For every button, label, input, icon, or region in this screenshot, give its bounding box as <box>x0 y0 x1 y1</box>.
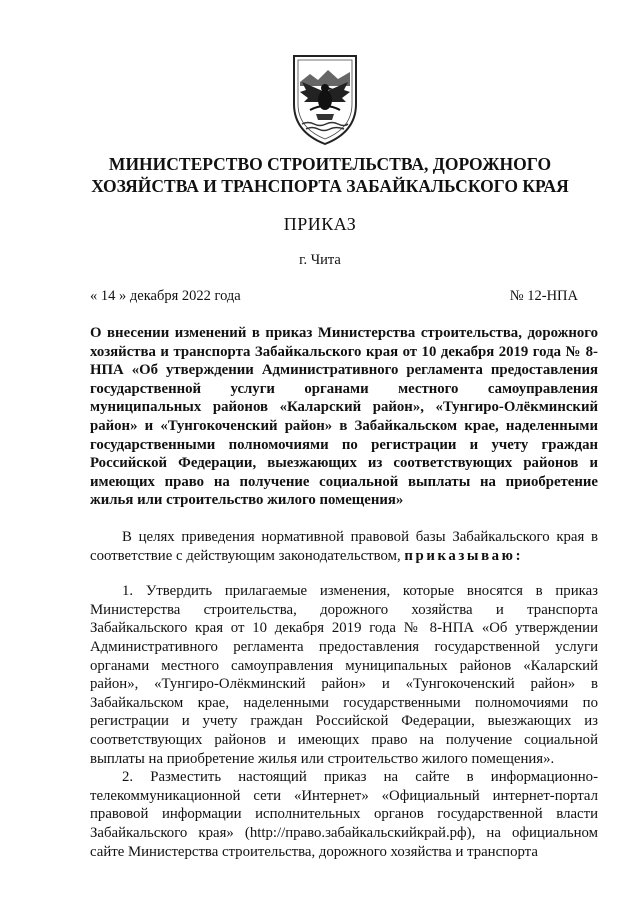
preamble-paragraph <box>90 528 598 565</box>
item-1-paragraph: 1. Утвердить прилагаемые изменения, которые вносятся в приказ Министерства строительства, дорожного хозяйства и транспорта Забайкальского края от 10 декабря 2019 года № 8-НПА «Об утверждении Административного регламента предоставления государственной услуги органами местного самоуправления муниципальных районов «Каларский район», «Тунгиро-Олёкминский район» и «Тунгокоченский район» в Забайкальском крае, наделенными государственными полномочиями по регистрации и учету граждан Российской Федерации, выезжающих из соответствующих районов и имеющих право на получение социальной выплаты на приобретение жилья или строительство жилого помещения». <box>90 583 598 767</box>
coat-of-arms-icon <box>288 52 362 148</box>
item-2-paragraph: 2. Разместить настоящий приказ на сайте в информационно-телекоммуникационной сети «Интернет» «Официальный интернет-портал правовой информации исполнительных органов государственной власти Забайкальского края» (http://право.забайкальскийкрай.рф), на официальном сайте Министерства строительства, дорожного хозяйства и транспорта <box>90 769 598 860</box>
preamble-text: В целях приведения нормативной правовой базы Забайкальского края в соответствие с действующим законодательством, <box>90 529 598 564</box>
city: г. Чита <box>299 252 341 268</box>
order-title: ПРИКАЗ <box>283 214 357 234</box>
order-number: № 12-НПА <box>509 288 578 304</box>
order-body <box>90 528 598 861</box>
order-subject: О внесении изменений в приказ Министерства строительства, дорожного хозяйства и транспорта Забайкальского края от 10 декабря 2019 года № 8-НПА «Об утверждении Административного регламента предоставления государственной услуги органами местного самоуправления муниципальных районов «Каларский район», «Тунгиро-Олёкминский район» и «Тунгокоченский район» в Забайкальском крае, наделенными государственными полномочиями по регистрации и учету граждан Российской Федерации, выезжающих из соответствующих районов и имеющих право на получение социальной выплаты на приобретение жилья или строительство жилого помещения» <box>90 325 598 509</box>
order-word: приказываю: <box>404 547 524 564</box>
order-date: « 14 » декабря 2022 года <box>90 288 241 304</box>
ministry-name-line1: МИНИСТЕРСТВО СТРОИТЕЛЬСТВА, ДОРОЖНОГО <box>108 154 552 174</box>
ministry-name <box>60 153 600 197</box>
ministry-name-line2: ХОЗЯЙСТВА И ТРАНСПОРТА ЗАБАЙКАЛЬСКОГО КРАЯ <box>91 176 569 196</box>
